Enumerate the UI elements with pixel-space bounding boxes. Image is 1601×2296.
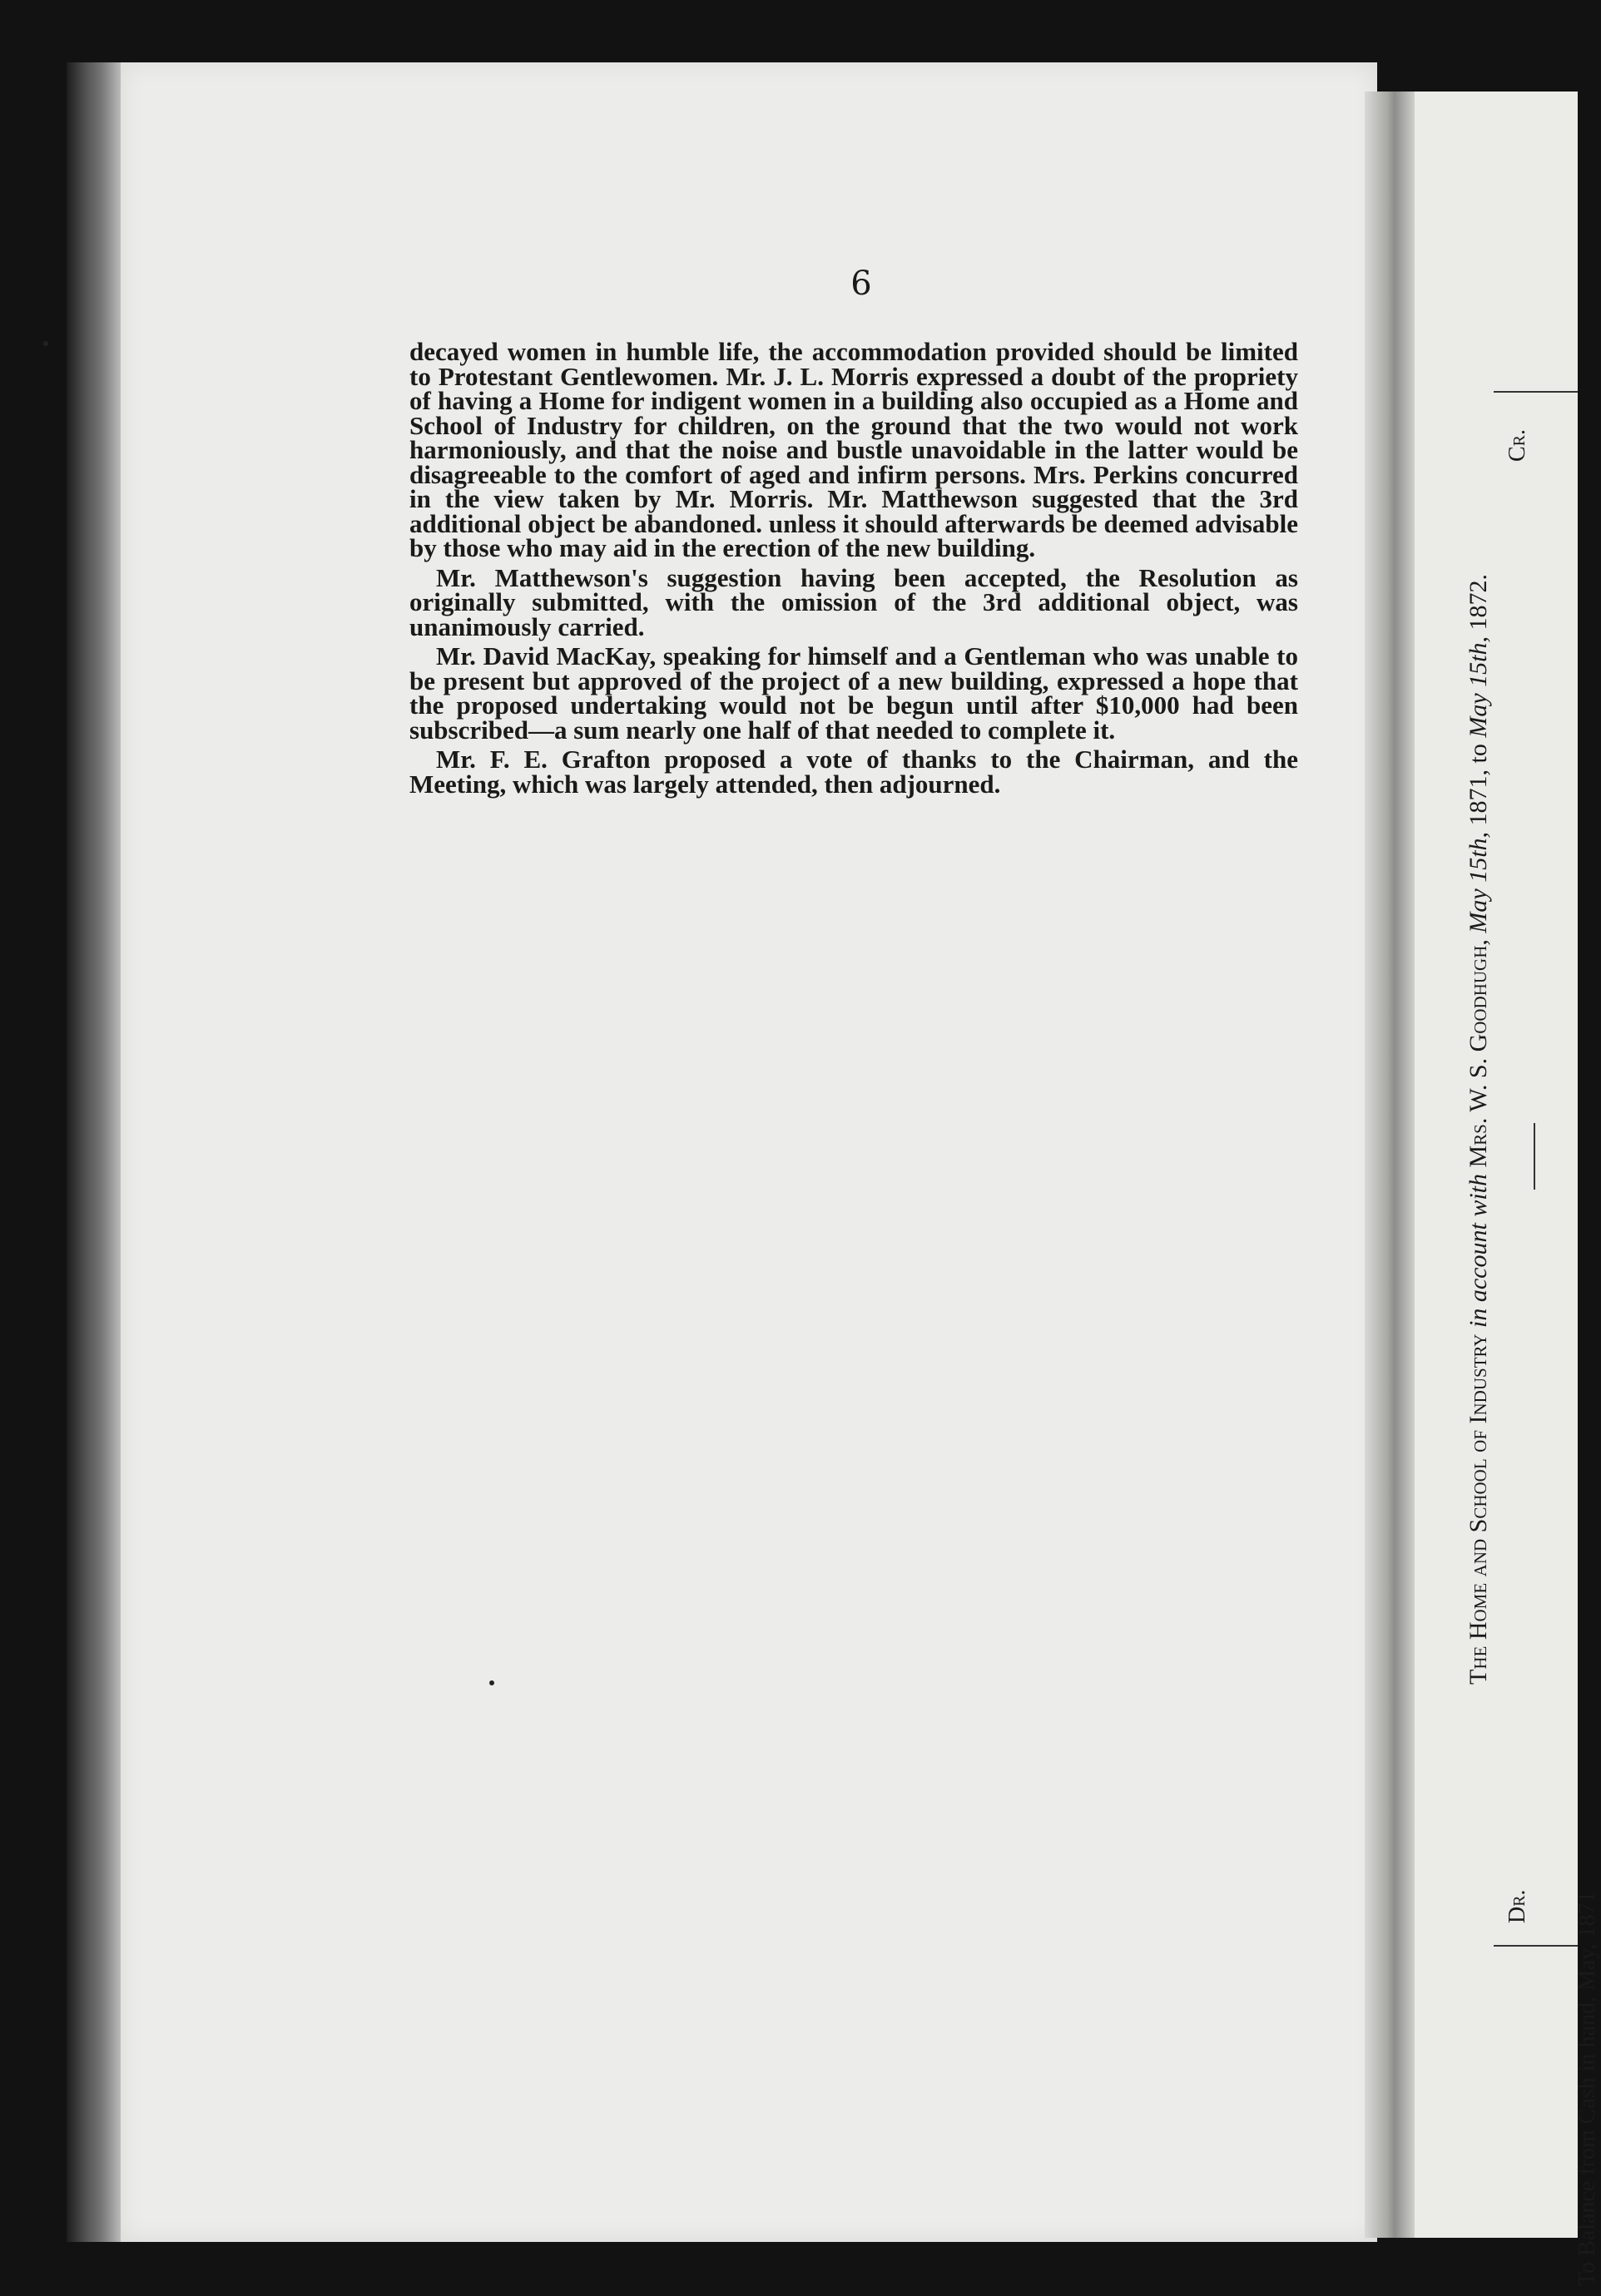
heading-end-year: 1872. <box>1465 573 1492 631</box>
heading-end-date: May 15th, <box>1465 636 1492 738</box>
body-text <box>409 337 1298 799</box>
heading-start-year: 1871, to <box>1465 744 1492 826</box>
paragraph-4: Mr. F. E. Grafton proposed a vote of thanks to the Chairman, and the Meeting, which was largely attended, then adjourned. <box>409 745 1298 799</box>
paragraph-2: Mr. Matthewson's suggestion having been accepted, the Resolution as originally submitted, with the omission of the 3rd additional object, was unanimously carried. <box>409 562 1298 641</box>
credit-label: Cr. <box>1504 428 1530 462</box>
heading-start-date: May 15th, <box>1465 831 1492 933</box>
paragraph-3: Mr. David MacKay, speaking for himself and a Gentleman who was unable to be present but approved of the project of a new building, expressed a hope that the proposed undertaking would not be begun until after $10,000 had been subscribed—a sum nearly one half of that needed to complete it. <box>409 641 1298 745</box>
ledger-rule-bottom <box>1494 1945 1578 1947</box>
paragraph-1: decayed women in humble life, the accommodation provided should be limited to Protestant Gentlewomen. Mr. J. L. Morris expressed a doubt of the propriety of having a Home for indigent women in a building also occupied as a Home and School of Industry for children, on the ground that the two would not work harmoniously, and that the noise and bustle unavoidable in the latter would be disagreeable to the comfort of aged and infirm persons. Mrs. Perkins concurred in the view taken by Mr. Morris. Mr. Matthewson suggested that the 3rd additional object be abandoned. unless it should afterwards be deemed advisable by those who may aid in the erection of the new building. <box>409 337 1298 562</box>
ledger-rule-top <box>1494 391 1578 393</box>
account-heading <box>1465 462 1498 1685</box>
speck <box>43 341 48 346</box>
book-binding-shadow <box>67 62 125 2242</box>
page-number: 6 <box>850 265 872 303</box>
ledger-column-divider <box>1534 1123 1535 1190</box>
page-gutter <box>1365 92 1415 2238</box>
speck <box>489 1680 494 1685</box>
heading-in-account-with: in account with <box>1465 1174 1492 1328</box>
debit-label: Dr. <box>1504 1889 1530 1923</box>
heading-institution: The Home and School of Industry <box>1465 1334 1492 1685</box>
heading-account-holder: Mrs. W. S. Goodhugh, <box>1465 939 1492 1168</box>
ledger-first-entry: To Balance from Cash in hand, May, 1871 <box>1574 1891 1600 2286</box>
